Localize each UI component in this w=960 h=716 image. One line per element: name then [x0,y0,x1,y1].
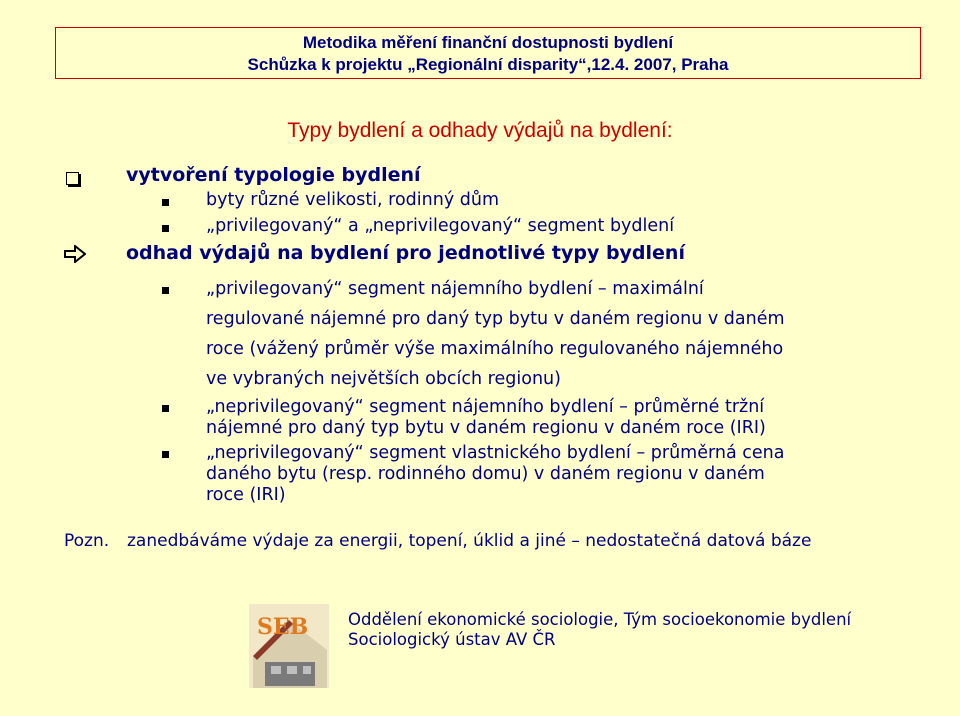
square-bullet-icon [162,199,169,206]
note-text: zanedbáváme výdaje za energii, topení, úklid a jiné – nedostatečná datová báze [127,531,812,551]
square-bullet-icon [162,225,169,232]
bullet-c-line-3: roce (IRI) [206,485,286,505]
bullet-c-line-2: daného bytu (resp. rodinného domu) v daném regionu v daném [206,464,765,484]
subitem-sizes: byty různé velikosti, rodinný dům [206,190,500,210]
square-bullet-icon [162,287,169,294]
arrow-right-icon [64,245,86,263]
header-box [55,27,921,79]
header-line-2: Schůzka k projektu „Regionální disparity“,12.4. 2007, Praha [247,55,729,74]
footer-institute: Sociologický ústav AV ČR [348,630,556,649]
note-label: Pozn. [64,531,110,551]
slide-title: Typy bydlení a odhady výdajů na bydlení: [287,119,673,142]
logo-text: SEB [257,614,309,640]
bullet-b-line-1: „neprivilegovaný“ segment nájemního bydlení – průměrné tržní [206,397,765,417]
outline-item-typology: vytvoření typologie bydlení [126,164,421,186]
outline-item-expenses: odhad výdajů na bydlení pro jednotlivé typy bydlení [126,242,685,264]
square-bullet-icon [162,405,169,412]
bullet-b-line-2: nájemné pro daný typ bytu v daném regionu v daném roce (IRI) [206,418,766,438]
subitem-segments: „privilegovaný“ a „neprivilegovaný“ segment bydlení [206,216,675,236]
bullet-a-line-4: ve vybraných největších obcích regionu) [206,369,561,389]
bullet-a-line-2: regulované nájemné pro daný typ bytu v daném regionu v daném [206,309,785,329]
footer-department: Oddělení ekonomické sociologie, Tým socioekonomie bydlení [348,610,852,629]
square-bullet-icon [162,451,169,458]
bullet-a-line-3: roce (vážený průměr výše maximálního regulovaného nájemného [206,339,784,359]
bullet-a-line-1: „privilegovaný“ segment nájemního bydlení – maximální [206,279,704,299]
seb-logo [249,604,329,688]
bullet-c-line-1: „neprivilegovaný“ segment vlastnického bydlení – průměrná cena [206,443,785,463]
checkbox-bullet-icon [66,172,79,185]
header-line-1: Metodika měření finanční dostupnosti bydlení [302,33,674,52]
